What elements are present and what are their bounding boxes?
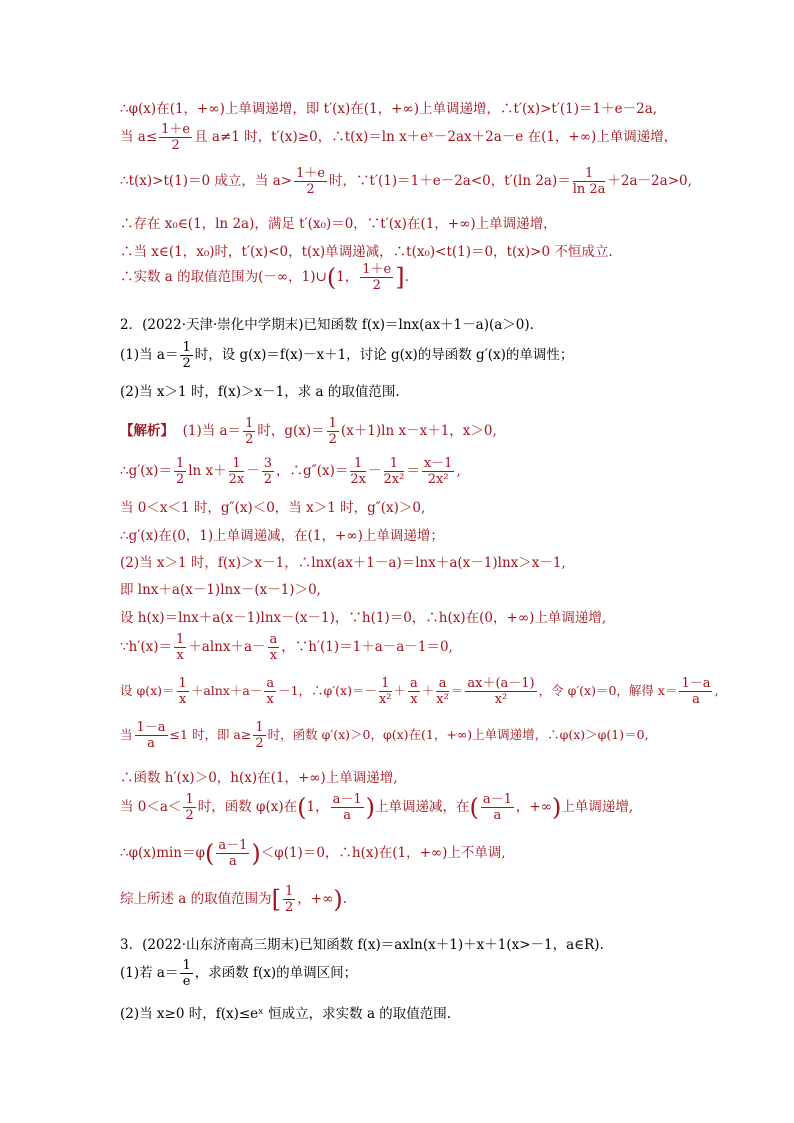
fraction [384, 456, 405, 487]
denominator: e [182, 974, 191, 989]
fraction [253, 720, 265, 751]
denominator: x² [436, 692, 449, 707]
numerator: 1＋e [362, 262, 392, 277]
text: － [246, 463, 260, 479]
fraction [159, 122, 192, 153]
numerator: 1＋e [296, 166, 326, 181]
fraction [264, 676, 276, 707]
fraction [135, 720, 168, 751]
numerator: 1 [350, 456, 366, 472]
numerator: 1 [175, 456, 185, 471]
denominator: x [179, 692, 187, 707]
fraction [379, 676, 392, 707]
text: ＝ [450, 683, 464, 698]
fraction [177, 676, 189, 707]
numerator: x－1 [423, 456, 453, 471]
numerator: 1＋e [161, 122, 191, 137]
denominator: 2 [185, 808, 194, 823]
fraction [679, 676, 712, 707]
paren: ) [333, 885, 343, 914]
text: ∴存在 x₀∈(1，ln 2a)，满足 t′(x₀)＝0，∵t′(x)在(1，+∞)上单调递增， [120, 216, 557, 232]
solution-line [120, 456, 461, 487]
text: ∴当 x∈(1，x₀)时，t′(x)<0，t(x)单调递减，∴t(x₀)<t(1)＝0，t(x)>0 不恒成立. [120, 244, 613, 260]
text: . [404, 269, 409, 285]
text: 上单调递减，在 [375, 799, 470, 815]
denominator: 2 [328, 432, 337, 447]
text: (1)当 a＝ [182, 423, 242, 439]
denominator: 2x² [383, 472, 405, 487]
numerator: 1 [176, 632, 185, 647]
numerator: 1 [285, 884, 294, 899]
denominator: a [228, 854, 237, 869]
text: ，∴g″(x)＝ [276, 463, 349, 479]
numerator: a [436, 676, 449, 692]
question-part [120, 958, 357, 989]
text: ∴实数 a 的取值范围为(－∞，1)∪ [120, 269, 327, 285]
solution-line [120, 97, 657, 117]
text: (2)当 x＞1 时，f(x)＞x－1，∴lnx(ax＋1－a)＝lnx＋a(x－1)lnx＞x－1, [120, 555, 566, 571]
question-title [120, 313, 534, 333]
solution-line [120, 884, 347, 915]
solution-line [120, 676, 718, 707]
text: ∴g′(x)在(0，1)上单调递减，在(1，+∞)上单调递增； [120, 528, 444, 544]
text: ，求函数 f(x)的单调区间； [194, 965, 358, 981]
text: ＋2a－2a>0, [607, 173, 692, 189]
fraction [180, 958, 192, 989]
text: ∴t(x)>t(1)＝0 成立，当 a> [120, 173, 293, 189]
fraction [243, 416, 255, 447]
text: 当 [120, 727, 133, 742]
denominator: 2 [372, 278, 381, 293]
denominator: ln 2a [572, 182, 606, 197]
text: 即 lnx＋a(x－1)lnx－(x－1)＞0, [120, 582, 321, 598]
bracket: ] [395, 263, 405, 292]
denominator: 2x [350, 472, 366, 487]
paren: ( [326, 263, 337, 292]
text: 1， [306, 799, 329, 815]
denominator: x² [494, 692, 508, 707]
question-title [120, 933, 604, 953]
text: 时，∵t′(1)＝1＋e－2a<0，t′(ln 2a)＝ [329, 173, 571, 189]
text: ，令 φ′(x)＝0，解得 x＝ [538, 683, 678, 698]
question-part [120, 1002, 451, 1022]
fraction [183, 792, 195, 823]
text: 时，函数 φ(x)在 [197, 799, 298, 815]
denominator: x [269, 648, 278, 663]
paren: ( [469, 793, 479, 822]
fraction [573, 166, 606, 197]
fraction [408, 676, 420, 707]
text: －1，∴φ′(x)＝－ [278, 683, 377, 698]
fraction [268, 632, 280, 663]
solution-line [120, 416, 497, 447]
text: ，+∞ [297, 891, 334, 907]
denominator: x² [378, 692, 392, 707]
solution-line [120, 578, 321, 598]
fraction [327, 416, 339, 447]
text: ＋ [421, 683, 435, 698]
numerator: 1 [573, 166, 606, 182]
text: 上单调递增, [561, 799, 634, 815]
paren: ) [365, 793, 375, 822]
fraction [422, 456, 455, 487]
text: ∵h′(x)＝ [120, 639, 172, 655]
fraction [180, 340, 192, 371]
text: ，∵h′(1)＝1＋a－a－1＝0, [281, 639, 453, 655]
denominator: 2 [182, 356, 191, 371]
denominator: x [266, 692, 274, 707]
text: 1， [336, 269, 359, 285]
solution-line [120, 262, 409, 293]
numerator: 1 [328, 416, 337, 431]
fraction [481, 792, 514, 823]
text: ∴函数 h′(x)＞0，h(x)在(1，+∞)上单调递增, [120, 770, 398, 786]
text: 当 0＜a＜ [120, 799, 182, 815]
solution-line [120, 166, 692, 197]
numerator: 1 [379, 676, 392, 692]
question-part [120, 340, 573, 371]
solution-line [120, 240, 613, 260]
solution-line [120, 766, 398, 786]
text: ≤1 时，即 a≥ [169, 727, 252, 742]
fraction [436, 676, 449, 707]
fraction [331, 792, 364, 823]
numerator: 1－a [136, 720, 166, 735]
text: 时，设 g(x)＝f(x)－x＋1，讨论 g(x)的导函数 g′(x)的单调性； [194, 347, 574, 363]
numerator: 1 [182, 340, 191, 355]
text: ＜φ(1)＝0，∴h(x)在(1，+∞)上不单调, [260, 845, 506, 861]
text: 设 h(x)＝lnx＋a(x－1)lnx－(x－1)，∵h(1)＝0，∴h(x)在(0，+∞)上单调递增, [120, 610, 607, 626]
fraction [283, 884, 295, 915]
text: 当 a≤ [120, 129, 158, 145]
denominator: 2 [263, 472, 273, 487]
denominator: x [410, 692, 418, 707]
text: ＋alnx＋a－ [190, 683, 263, 698]
fraction [262, 456, 274, 487]
solution-line [120, 524, 444, 544]
paren: ) [551, 793, 562, 822]
bracket: [ [271, 885, 282, 914]
denominator: 2 [175, 472, 185, 487]
fraction [174, 632, 186, 663]
text: (1)若 a＝ [120, 965, 179, 981]
numerator: 1 [178, 676, 187, 691]
text: ∴φ(x)在(1，+∞)上单调递增，即 t′(x)在(1，+∞)上单调递增，∴t′(x)>t′(1)＝1＋e－2a, [120, 101, 658, 117]
solution-line [120, 606, 606, 626]
denominator: x [176, 648, 184, 663]
text: (2)当 x≥0 时，f(x)≤eˣ 恒成立，求实数 a 的取值范围. [120, 1006, 452, 1022]
fraction [229, 456, 245, 487]
fraction [465, 676, 536, 707]
text: ln x＋ [188, 463, 227, 479]
text: 设 φ(x)＝ [120, 683, 175, 698]
fraction [216, 838, 249, 869]
numerator: a [269, 632, 278, 647]
numerator: a－1 [218, 838, 248, 853]
denominator: 2 [255, 736, 264, 751]
text: ，+∞ [515, 799, 552, 815]
text: (1)当 a＝ [120, 347, 179, 363]
solution-line [120, 212, 557, 232]
solution-line [120, 551, 566, 571]
fraction [294, 166, 327, 197]
paren: ( [204, 839, 215, 868]
solution-line [120, 122, 677, 153]
denominator: a [493, 808, 502, 823]
denominator: 2x [228, 472, 245, 487]
numerator: ax＋(a－1) [467, 676, 535, 691]
text: , [456, 463, 461, 479]
denominator: a [692, 692, 700, 707]
text: 综上所述 a 的取值范围为 [120, 891, 272, 907]
numerator: 1 [229, 456, 245, 472]
numerator: 1 [182, 958, 191, 973]
paren: ( [297, 793, 307, 822]
numerator: 1 [245, 416, 254, 431]
numerator: 1－a [681, 676, 711, 691]
numerator: 1 [255, 720, 264, 735]
text: . [342, 891, 348, 907]
denominator: 2 [306, 182, 315, 197]
numerator: 1 [185, 792, 194, 807]
text: ∴φ(x)min＝φ [120, 845, 205, 861]
text: 且 a≠1 时，t′(x)≥0，∴t(x)＝ln x＋eˣ－2ax＋2a－e 在(1，+∞)上单调递增， [194, 129, 678, 145]
text: ∴g′(x)＝ [120, 463, 172, 479]
solution-line [120, 720, 649, 751]
denominator: 2x² [427, 472, 449, 487]
fraction [360, 262, 393, 293]
solution-line [120, 496, 425, 516]
text: 3．(2022·山东济南高三期末)已知函数 f(x)＝axln(x＋1)＋x＋1(x>－1，a∈R). [120, 937, 604, 953]
numerator: a－1 [332, 792, 362, 807]
text: ＋alnx＋a－ [188, 639, 266, 655]
numerator: a [266, 676, 275, 691]
numerator: 1 [384, 456, 405, 472]
text: 2．(2022·天津·崇化中学期末)已知函数 f(x)＝lnx(ax＋1－a)(a＞0). [120, 317, 534, 333]
denominator: a [343, 808, 351, 823]
denominator: 2 [285, 900, 294, 915]
text: (2)当 x＞1 时，f(x)＞x－1，求 a 的取值范围. [120, 384, 400, 400]
text: (x＋1)ln x－x＋1，x＞0, [340, 423, 497, 439]
text: , [714, 683, 719, 698]
denominator: 2 [245, 432, 254, 447]
denominator: a [147, 736, 155, 751]
solution-tag: 【解析】 [120, 423, 174, 439]
fraction [350, 456, 366, 487]
numerator: 3 [263, 456, 273, 471]
text: ＋ [393, 683, 407, 698]
text: 当 0＜x＜1 时，g″(x)＜0，当 x＞1 时，g″(x)＞0, [120, 500, 426, 516]
text: 时，函数 φ′(x)＞0，φ(x)在(1，+∞)上单调递增，∴φ(x)＞φ(1)＝0, [267, 727, 649, 742]
text: 时，g(x)＝ [257, 423, 325, 439]
solution-line [120, 792, 633, 823]
fraction [174, 456, 186, 487]
numerator: a [410, 676, 418, 691]
denominator: 2 [171, 138, 180, 153]
paren: ) [251, 839, 261, 868]
numerator: a－1 [482, 792, 512, 807]
solution-line [120, 838, 506, 869]
solution-line [120, 632, 453, 663]
text: － [368, 463, 382, 479]
question-part [120, 380, 400, 400]
text: ＝ [406, 463, 420, 479]
